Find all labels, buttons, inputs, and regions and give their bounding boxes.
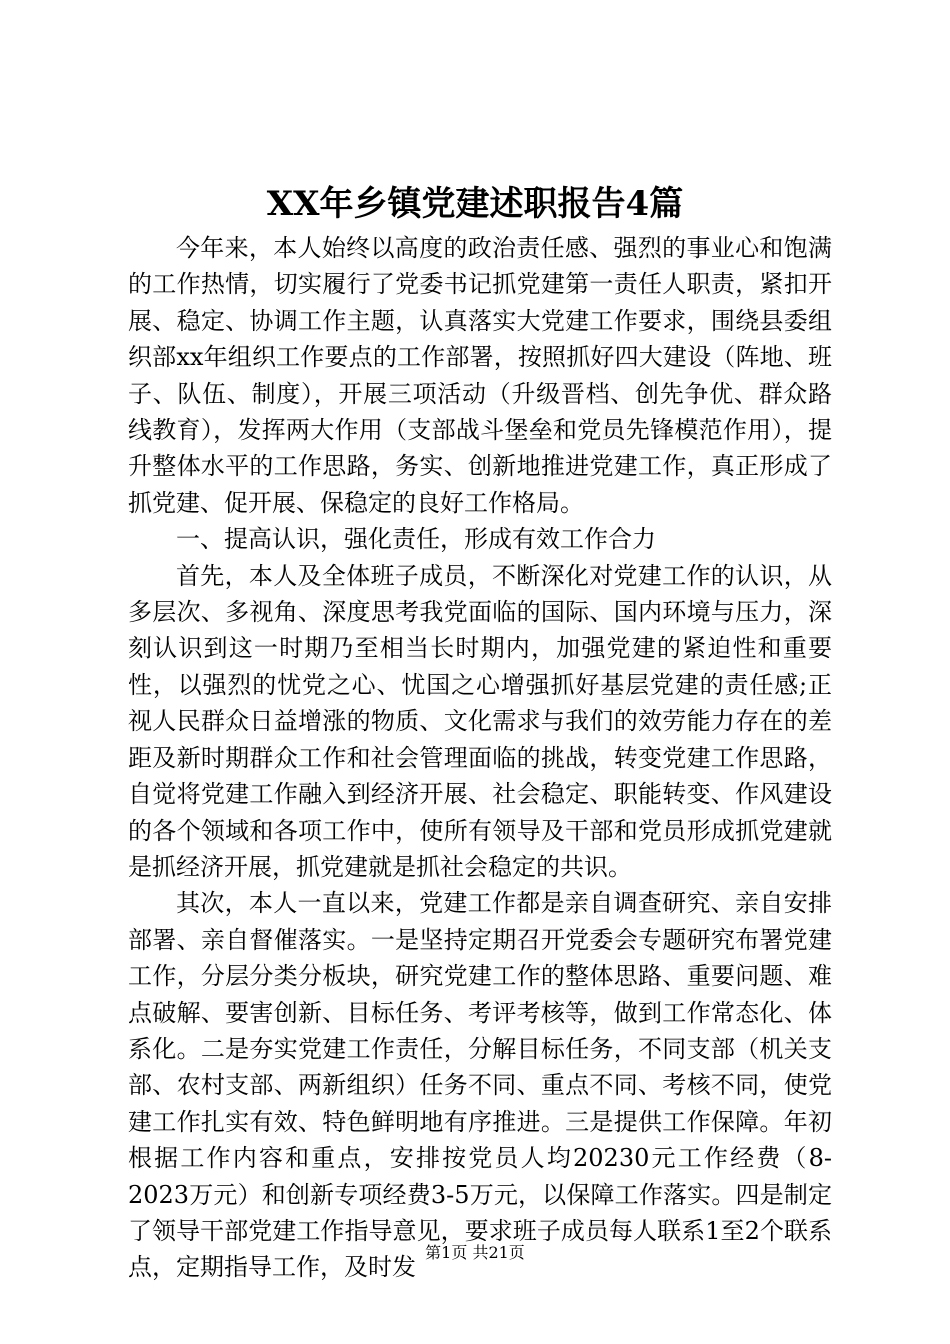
paragraph-intro: 今年来，本人始终以高度的政治责任感、强烈的事业心和饱满的工作热情，切实履行了党委书记抓党建第一责任人职责，紧扣开展、稳定、协调工作主题，认真落实大党建工作要求，围绕县委组织部xx年组织工作要点的工作部署，按照抓好四大建设（阵地、班子、队伍、制度），开展三项活动（升级晋档、创先争优、群众路线教育），发挥两大作用（支部战斗堡垒和党员先锋模范作用），提升整体水平的工作思路，务实、创新地推进党建工作，真正形成了抓党建、促开展、保稳定的良好工作格局。	[128, 234, 832, 517]
document-title: XX年乡镇党建述职报告4篇	[266, 184, 684, 224]
document-body	[128, 230, 832, 1286]
page-number-footer: 第1页 共21页	[425, 1243, 525, 1262]
paragraph-first: 首先，本人及全体班子成员，不断深化对党建工作的认识，从多层次、多视角、深度思考我党面临的国际、国内环境与压力，深刻认识到这一时期乃至相当长时期内，加强党建的紧迫性和重要性，以强烈的忧党之心、忧国之心增强抓好基层党建的责任感;正视人民群众日益增涨的物质、文化需求与我们的效劳能力存在的差距及新时期群众工作和社会管理面临的挑战，转变党建工作思路，自觉将党建工作融入到经济开展、社会稳定、职能转变、作风建设的各个领域和各项工作中，使所有领导及干部和党员形成抓党建就是抓经济开展，抓党建就是抓社会稳定的共识。	[128, 561, 832, 881]
section-heading: 一、提高认识，强化责任，形成有效工作合力	[176, 525, 656, 554]
paragraph-second: 其次，本人一直以来，党建工作都是亲自调查研究、亲自安排部署、亲自督催落实。一是坚持定期召开党委会专题研究布署党建工作，分层分类分板块，研究党建工作的整体思路、重要问题、难点破解、要害创新、目标任务、考评考核等，做到工作常态化、体系化。二是夯实党建工作责任，分解目标任务，不同支部（机关支部、农村支部、两新组织）任务不同、重点不同、考核不同，使党建工作扎实有效、特色鲜明地有序推进。三是提供工作保障。年初根据工作内容和重点，安排按党员人均20230元工作经费（8-2023万元）和创新专项经费3-5万元，以保障工作落实。四是制定了领导干部党建工作指导意见，要求班子成员每人联系1至2个联系点，定期指导工作，及时发	[128, 889, 832, 1282]
